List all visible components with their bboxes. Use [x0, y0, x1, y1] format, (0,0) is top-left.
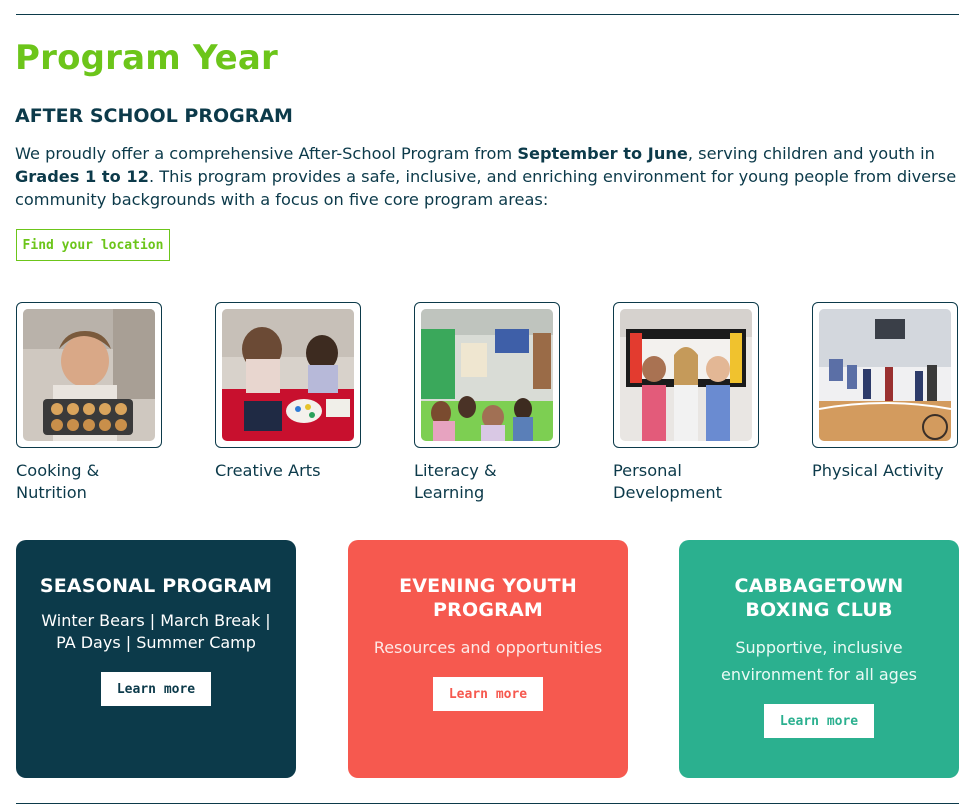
card-title: EVENING YOUTH PROGRAM	[399, 575, 577, 621]
card-title: SEASONAL PROGRAM	[39, 575, 273, 597]
area-label: Creative Arts	[215, 461, 321, 480]
evening-youth-card	[348, 540, 628, 778]
intro-text: , serving children and youth in	[687, 144, 935, 163]
card-text: Resources and opportunities	[373, 638, 603, 657]
area-label: Literacy & Learning	[414, 461, 497, 502]
seasonal-program-card	[16, 540, 296, 778]
program-area-physical[interactable]	[812, 302, 962, 482]
area-label: Cooking & Nutrition	[16, 461, 100, 502]
arts-photo-frame[interactable]	[215, 302, 361, 448]
learn-more-button[interactable]: Learn more	[433, 677, 543, 711]
literacy-photo-frame[interactable]	[414, 302, 560, 448]
area-label: Personal Development	[613, 461, 722, 502]
top-divider	[16, 14, 959, 15]
card-text: Supportive, inclusive environment for all ages	[721, 638, 917, 684]
cooking-photo-frame[interactable]	[16, 302, 162, 448]
development-photo	[620, 309, 752, 441]
page-title: Program Year	[15, 38, 279, 78]
intro-months: September to June	[517, 144, 688, 163]
section-subtitle: AFTER SCHOOL PROGRAM	[15, 105, 293, 127]
card-title: CABBAGETOWN BOXING CLUB	[734, 575, 904, 621]
intro-text: We proudly offer a comprehensive After-School Program from	[15, 144, 518, 163]
intro-text: . This program provides a safe, inclusive, and enriching environment for young people from diverse community backgrounds with a focus on five core program areas:	[15, 167, 957, 209]
gym-photo	[819, 309, 951, 441]
program-area-cooking[interactable]	[16, 302, 166, 504]
learn-more-button[interactable]: Learn more	[764, 704, 874, 738]
gym-photo-frame[interactable]	[812, 302, 958, 448]
cooking-photo	[23, 309, 155, 441]
program-area-arts[interactable]	[215, 302, 365, 482]
intro-grades: Grades 1 to 12	[15, 167, 149, 186]
development-photo-frame[interactable]	[613, 302, 759, 448]
bottom-divider	[16, 803, 959, 804]
program-area-literacy[interactable]	[414, 302, 564, 504]
arts-photo	[222, 309, 354, 441]
find-location-button[interactable]: Find your location	[16, 229, 170, 261]
boxing-club-card	[679, 540, 959, 778]
intro-paragraph	[15, 142, 959, 211]
area-label: Physical Activity	[812, 461, 944, 480]
learn-more-button[interactable]: Learn more	[101, 672, 211, 706]
card-text: Winter Bears | March Break | PA Days | Summer Camp	[41, 611, 271, 652]
program-area-development[interactable]	[613, 302, 763, 504]
literacy-photo	[421, 309, 553, 441]
